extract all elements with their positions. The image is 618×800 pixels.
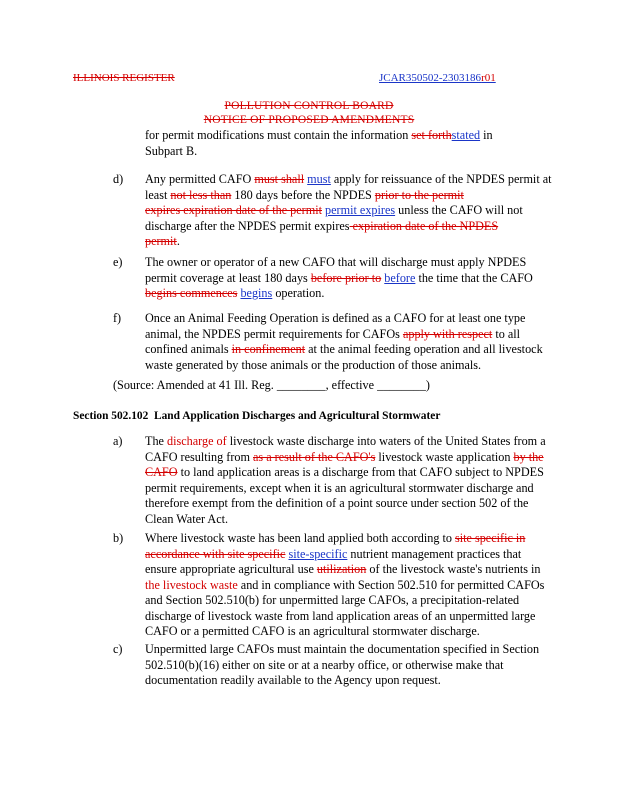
text: CAFO or a permitted CAFO is an agricultural stormwater discharge. bbox=[145, 624, 480, 638]
deleted-text: expiration date of the NPDES bbox=[349, 218, 499, 233]
text: confined animals bbox=[145, 342, 232, 356]
text: Where livestock waste has been land applied both according to bbox=[145, 531, 455, 545]
jcar-code-main: JCAR350502-2303186 bbox=[379, 72, 482, 84]
text: animal, the NPDES permit requirements for CAFOs bbox=[145, 326, 403, 341]
text: discharge after the NPDES permit expires bbox=[145, 218, 350, 233]
item-f-paragraph bbox=[145, 311, 543, 373]
deleted-text: begins commences bbox=[145, 286, 238, 300]
source-note: (Source: Amended at 41 Ill. Reg. ________, effective ________) bbox=[113, 378, 430, 392]
text: and Section 502.510(b) for unpermitted large CAFOs, a precipitation-related bbox=[145, 593, 520, 607]
jcar-code bbox=[379, 72, 496, 84]
deleted-text: CAFO bbox=[145, 465, 178, 479]
inserted-text: the livestock waste bbox=[145, 577, 238, 592]
inserted-text: stated bbox=[451, 128, 481, 142]
item-c-label: c) bbox=[113, 642, 123, 656]
deleted-text: site specific in bbox=[455, 531, 526, 545]
text: Clean Water Act. bbox=[145, 511, 229, 526]
deleted-text: apply with respect bbox=[402, 326, 493, 341]
text: The owner or operator of a new CAFO that will discharge must apply NPDES bbox=[145, 255, 527, 269]
text: nutrient management practices that bbox=[347, 546, 522, 561]
intro-text: Subpart B. bbox=[145, 143, 198, 158]
deleted-text: in confinement bbox=[231, 342, 306, 356]
text: Once an Animal Feeding Operation is defined as a CAFO for at least one type bbox=[145, 311, 526, 325]
text: . bbox=[176, 234, 180, 248]
item-f-label: f) bbox=[113, 311, 122, 325]
item-e-paragraph bbox=[145, 255, 533, 302]
register-header: ILLINOIS REGISTER bbox=[73, 72, 175, 84]
text: CAFO resulting from bbox=[145, 449, 253, 464]
text: Unpermitted large CAFOs must maintain the documentation specified in Section bbox=[145, 642, 540, 656]
item-a-label: a) bbox=[113, 434, 123, 448]
item-d-paragraph bbox=[145, 172, 552, 250]
notice-title: NOTICE OF PROPOSED AMENDMENTS bbox=[203, 114, 415, 126]
inserted-text: before bbox=[384, 270, 416, 285]
deleted-text: by the bbox=[513, 449, 544, 464]
text: ensure appropriate agricultural use bbox=[145, 562, 317, 576]
text: documentation readily available to the Agency upon request. bbox=[145, 673, 441, 687]
text: permit coverage at least 180 days bbox=[145, 270, 311, 285]
intro-text: for permit modifications must contain the information bbox=[145, 128, 412, 142]
deleted-text: not less than bbox=[170, 187, 232, 202]
item-a-paragraph bbox=[145, 434, 546, 527]
item-d-label: d) bbox=[113, 172, 124, 186]
inserted-text: discharge of bbox=[167, 434, 227, 448]
section-heading bbox=[73, 410, 440, 422]
deleted-text: expires expiration date of the permit bbox=[145, 203, 322, 217]
deleted-text: utilization bbox=[316, 562, 367, 576]
deleted-text: before prior to bbox=[310, 270, 382, 285]
text: of the livestock waste's nutrients in bbox=[366, 562, 541, 576]
text: and in compliance with Section 502.510 for permitted CAFOs bbox=[237, 577, 545, 592]
section-title: Land Application Discharges and Agricultural Stormwater bbox=[154, 410, 441, 422]
inserted-text: permit expires bbox=[325, 203, 396, 217]
item-b-paragraph bbox=[145, 531, 544, 640]
text: operation. bbox=[272, 286, 325, 300]
inserted-text: begins bbox=[240, 286, 273, 300]
text: livestock waste discharge into waters of the United States from a bbox=[226, 434, 546, 448]
inserted-text: site-specific bbox=[288, 546, 348, 561]
text: unless the CAFO will not bbox=[395, 203, 523, 217]
text: to all bbox=[492, 326, 521, 341]
text: 502.510(b)(16) either on site or at a nearby office, or otherwise make that bbox=[145, 657, 504, 672]
deleted-text: permit bbox=[145, 234, 177, 248]
jcar-code-suffix: r01 bbox=[481, 72, 496, 84]
text: least bbox=[145, 187, 171, 202]
text: 180 days before the NPDES bbox=[231, 187, 375, 202]
text: therefore exempt from the definition of a point source under section 502 of the bbox=[145, 496, 529, 510]
text: permit requirements, except when it is an agricultural stormwater discharge and bbox=[145, 480, 534, 495]
text: the time that the CAFO bbox=[415, 270, 533, 285]
deleted-text: set forth bbox=[411, 128, 452, 142]
deleted-text: as a result of the CAFO's bbox=[253, 449, 376, 464]
item-c-paragraph bbox=[145, 642, 539, 689]
text: at the animal feeding operation and all livestock bbox=[305, 342, 543, 356]
agency-title: POLLUTION CONTROL BOARD bbox=[224, 100, 394, 112]
text: apply for reissuance of the NPDES permit at bbox=[330, 172, 552, 186]
inserted-text: must bbox=[307, 172, 331, 186]
item-b-label: b) bbox=[113, 531, 124, 545]
text: to land application areas is a discharge from that CAFO subject to NPDES bbox=[177, 465, 544, 479]
intro-paragraph bbox=[145, 128, 493, 159]
deleted-text: must shall bbox=[254, 172, 305, 186]
deleted-text: accordance with site specific bbox=[145, 546, 286, 561]
text: livestock waste application bbox=[375, 449, 514, 464]
section-number: Section 502.102 bbox=[73, 410, 149, 422]
deleted-text: prior to the permit bbox=[374, 187, 464, 202]
text: waste generated by those animals or the production of those animals. bbox=[145, 357, 482, 372]
item-e-label: e) bbox=[113, 255, 123, 269]
text: discharge of livestock waste from land application areas of an unpermitted large bbox=[145, 608, 536, 623]
intro-text: in bbox=[480, 128, 493, 142]
text: The bbox=[145, 434, 167, 448]
text: Any permitted CAFO bbox=[145, 172, 255, 186]
